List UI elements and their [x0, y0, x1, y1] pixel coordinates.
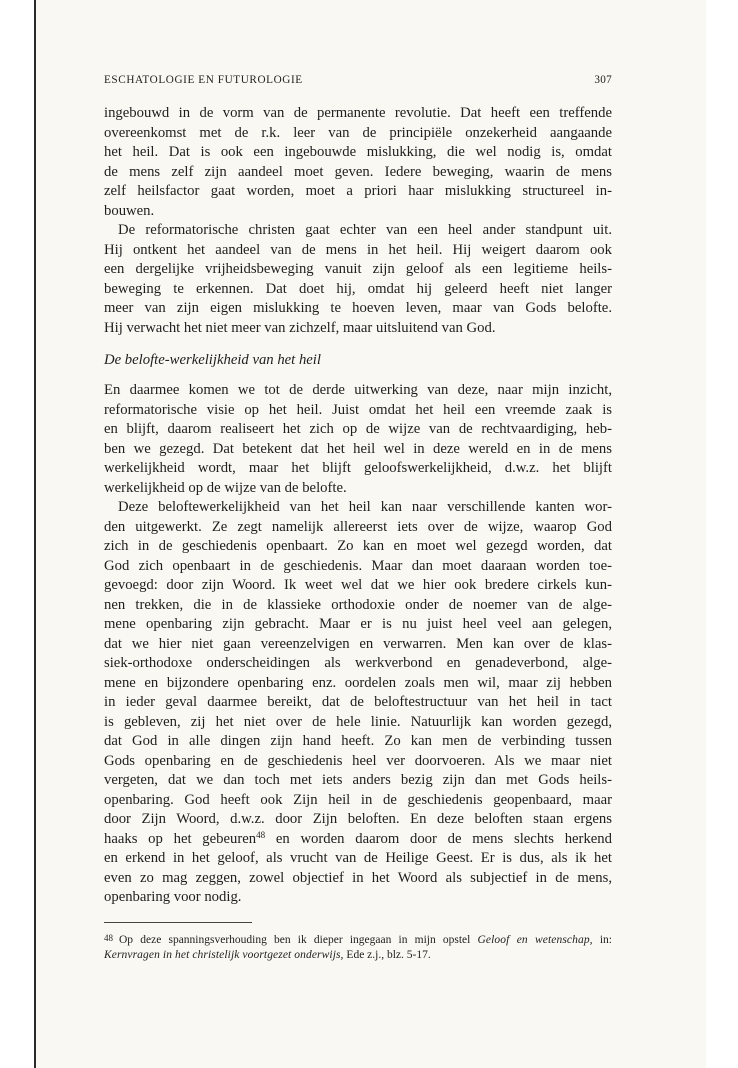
text-line: bouwen.: [104, 202, 155, 219]
paragraph-4: [104, 498, 612, 908]
paragraph-3: [104, 381, 612, 498]
text-line: De reformatorische christen gaat echter van een heel ander standpunt uit.: [118, 222, 612, 238]
footnote: [104, 931, 612, 963]
text-line: is gebleven, zij het niet over de hele linie. Natuurlijk kan worden gezegd,: [104, 713, 612, 730]
text-line: mene en bijzondere openbaring enz. oordelen zoals men wil, maar zij hebben: [104, 674, 612, 691]
text-line: mene openbaring zijn gebracht. Maar er is nu juist heel veel aan gelegen,: [104, 616, 612, 632]
running-head-title: ESCHATOLOGIE EN FUTUROLOGIE: [104, 74, 303, 86]
text-line: meer van zijn eigen mislukking te hoeven leven, maar van Gods belofte.: [104, 300, 612, 316]
text-line: werkelijkheid op de wijze van de belofte.: [104, 479, 347, 496]
text-fragment: en worden daarom door de mens slechts herkend: [265, 830, 612, 847]
text-line: werkelijkheid wordt, maar het blijft geloofswerkelijkheid, d.w.z. het blijft: [104, 460, 612, 476]
footnote-title: Kernvragen in het christelijk voortgezet onderwijs,: [104, 948, 344, 961]
paragraph-2: [104, 221, 612, 338]
footnote-text: Ede z.j., blz. 5-17.: [343, 948, 431, 961]
text-line: ingebouwd in de vorm van de permanente revolutie. Dat heeft een treffende: [104, 105, 612, 121]
text-line: door Zijn Woord, d.w.z. door Zijn beloften. En deze beloften staan ergens: [104, 811, 612, 827]
text-line: dat we hier niet gaan vereenzelvigen en verwarren. Men kan over de klas-: [104, 635, 612, 652]
text-line: Deze beloftewerkelijkheid van het heil kan naar verschillende kanten wor-: [118, 499, 612, 515]
text-line: gevoegd: door zijn Woord. Ik weet wel dat we hier ook bredere cirkels kun-: [104, 577, 612, 593]
page-content: [104, 74, 612, 963]
text-line: En daarmee komen we tot de derde uitwerking van deze, naar mijn inzicht,: [104, 382, 612, 398]
text-line: openbaring voor nodig.: [104, 889, 242, 905]
text-line: Hij verwacht het niet meer van zichzelf, maar uitsluitend van God.: [104, 319, 496, 336]
text-line: beweging te erkennen. Dat doet hij, omdat hij geleerd heeft niet langer: [104, 280, 612, 297]
text-line: God zich openbaart in de geschiedenis. Maar dan moet daaraan worden toe-: [104, 557, 612, 574]
text-line: de mens zelf zijn aandeel moet geven. Iedere beweging, waarin de mens: [104, 163, 612, 180]
text-line: zich in de geschiedenis openbaart. Zo kan en moet wel gezegd worden, dat: [104, 538, 612, 554]
section-heading: De belofte-werkelijkheid van het heil: [104, 352, 321, 368]
text-line: en blijft, daarom realiseert het zich op de wijze van de rechtvaardiging, heb-: [104, 421, 612, 437]
text-line: den uitgewerkt. Ze zegt namelijk allereerst iets over de wijze, waarop God: [104, 518, 612, 535]
text-line: zelf heilsfactor gaat worden, moet a priori haar mislukking structureel in-: [104, 183, 612, 199]
text-line: nen trekken, die in de klassieke orthodoxie onder de noemer van de alge-: [104, 596, 612, 613]
text-line: dat God in alle dingen zijn hand heeft. Zo kan men de verbinding tussen: [104, 733, 612, 749]
text-line: reformatorische visie op het heil. Juist omdat het heil een vreemde zaak is: [104, 401, 612, 418]
text-line: Hij ontkent het aandeel van de mens in het heil. Hij weigert daarom ook: [104, 241, 612, 258]
text-line: siek-orthodoxe onderscheidingen als werkverbond en genadeverbond, alge-: [104, 655, 612, 671]
text-line: in ieder geval daarmee bereikt, dat de beloftestructuur van het heil in tact: [104, 694, 612, 710]
paragraph-1: [104, 104, 612, 221]
footnote-text: in:: [592, 933, 612, 946]
text-line: openbaring. God heeft ook Zijn heil in de geschiedenis geopenbaard, maar: [104, 791, 612, 808]
running-head: [104, 74, 612, 92]
text-line: vergeten, dat we dan toch met iets anders bezig zijn dan met Gods heils-: [104, 772, 612, 788]
footnote-number: 48: [104, 932, 113, 943]
footnote-rule: [104, 922, 252, 923]
page-margin-right: [706, 0, 738, 1068]
page-number: 307: [594, 74, 612, 86]
text-line: Gods openbaring en de geschiedenis heel ver doorvoeren. Als we maar niet: [104, 752, 612, 769]
text-fragment: haaks op het gebeuren: [104, 830, 257, 847]
text-line: even zo mag zeggen, zowel objectief in het Woord als subjectief in de mens,: [104, 869, 612, 886]
footnote-title: Geloof en wetenschap,: [477, 933, 593, 946]
footnote-text: Op deze spanningsverhouding ben ik dieper ingegaan in mijn opstel: [119, 933, 478, 946]
text-line: en erkend in het geloof, als vrucht van de Heilige Geest. Er is dus, als ik het: [104, 850, 612, 866]
text-line: ben we gezegd. Dat betekent dat het heil wel in deze wereld en in de mens: [104, 440, 612, 457]
footnote-ref[interactable]: 48: [256, 829, 266, 840]
text-line-with-footnote-ref: [104, 830, 612, 850]
text-line: een dergelijke vrijheidsbeweging vanuit zijn geloof als een legitieme heils-: [104, 261, 612, 277]
text-line: het heil. Dat is ook een ingebouwde mislukking, die wel nodig is, omdat: [104, 144, 612, 160]
text-line: overeenkomst met de r.k. leer van de principiële onzekerheid aangaande: [104, 124, 612, 141]
page-edge: [34, 0, 36, 1068]
